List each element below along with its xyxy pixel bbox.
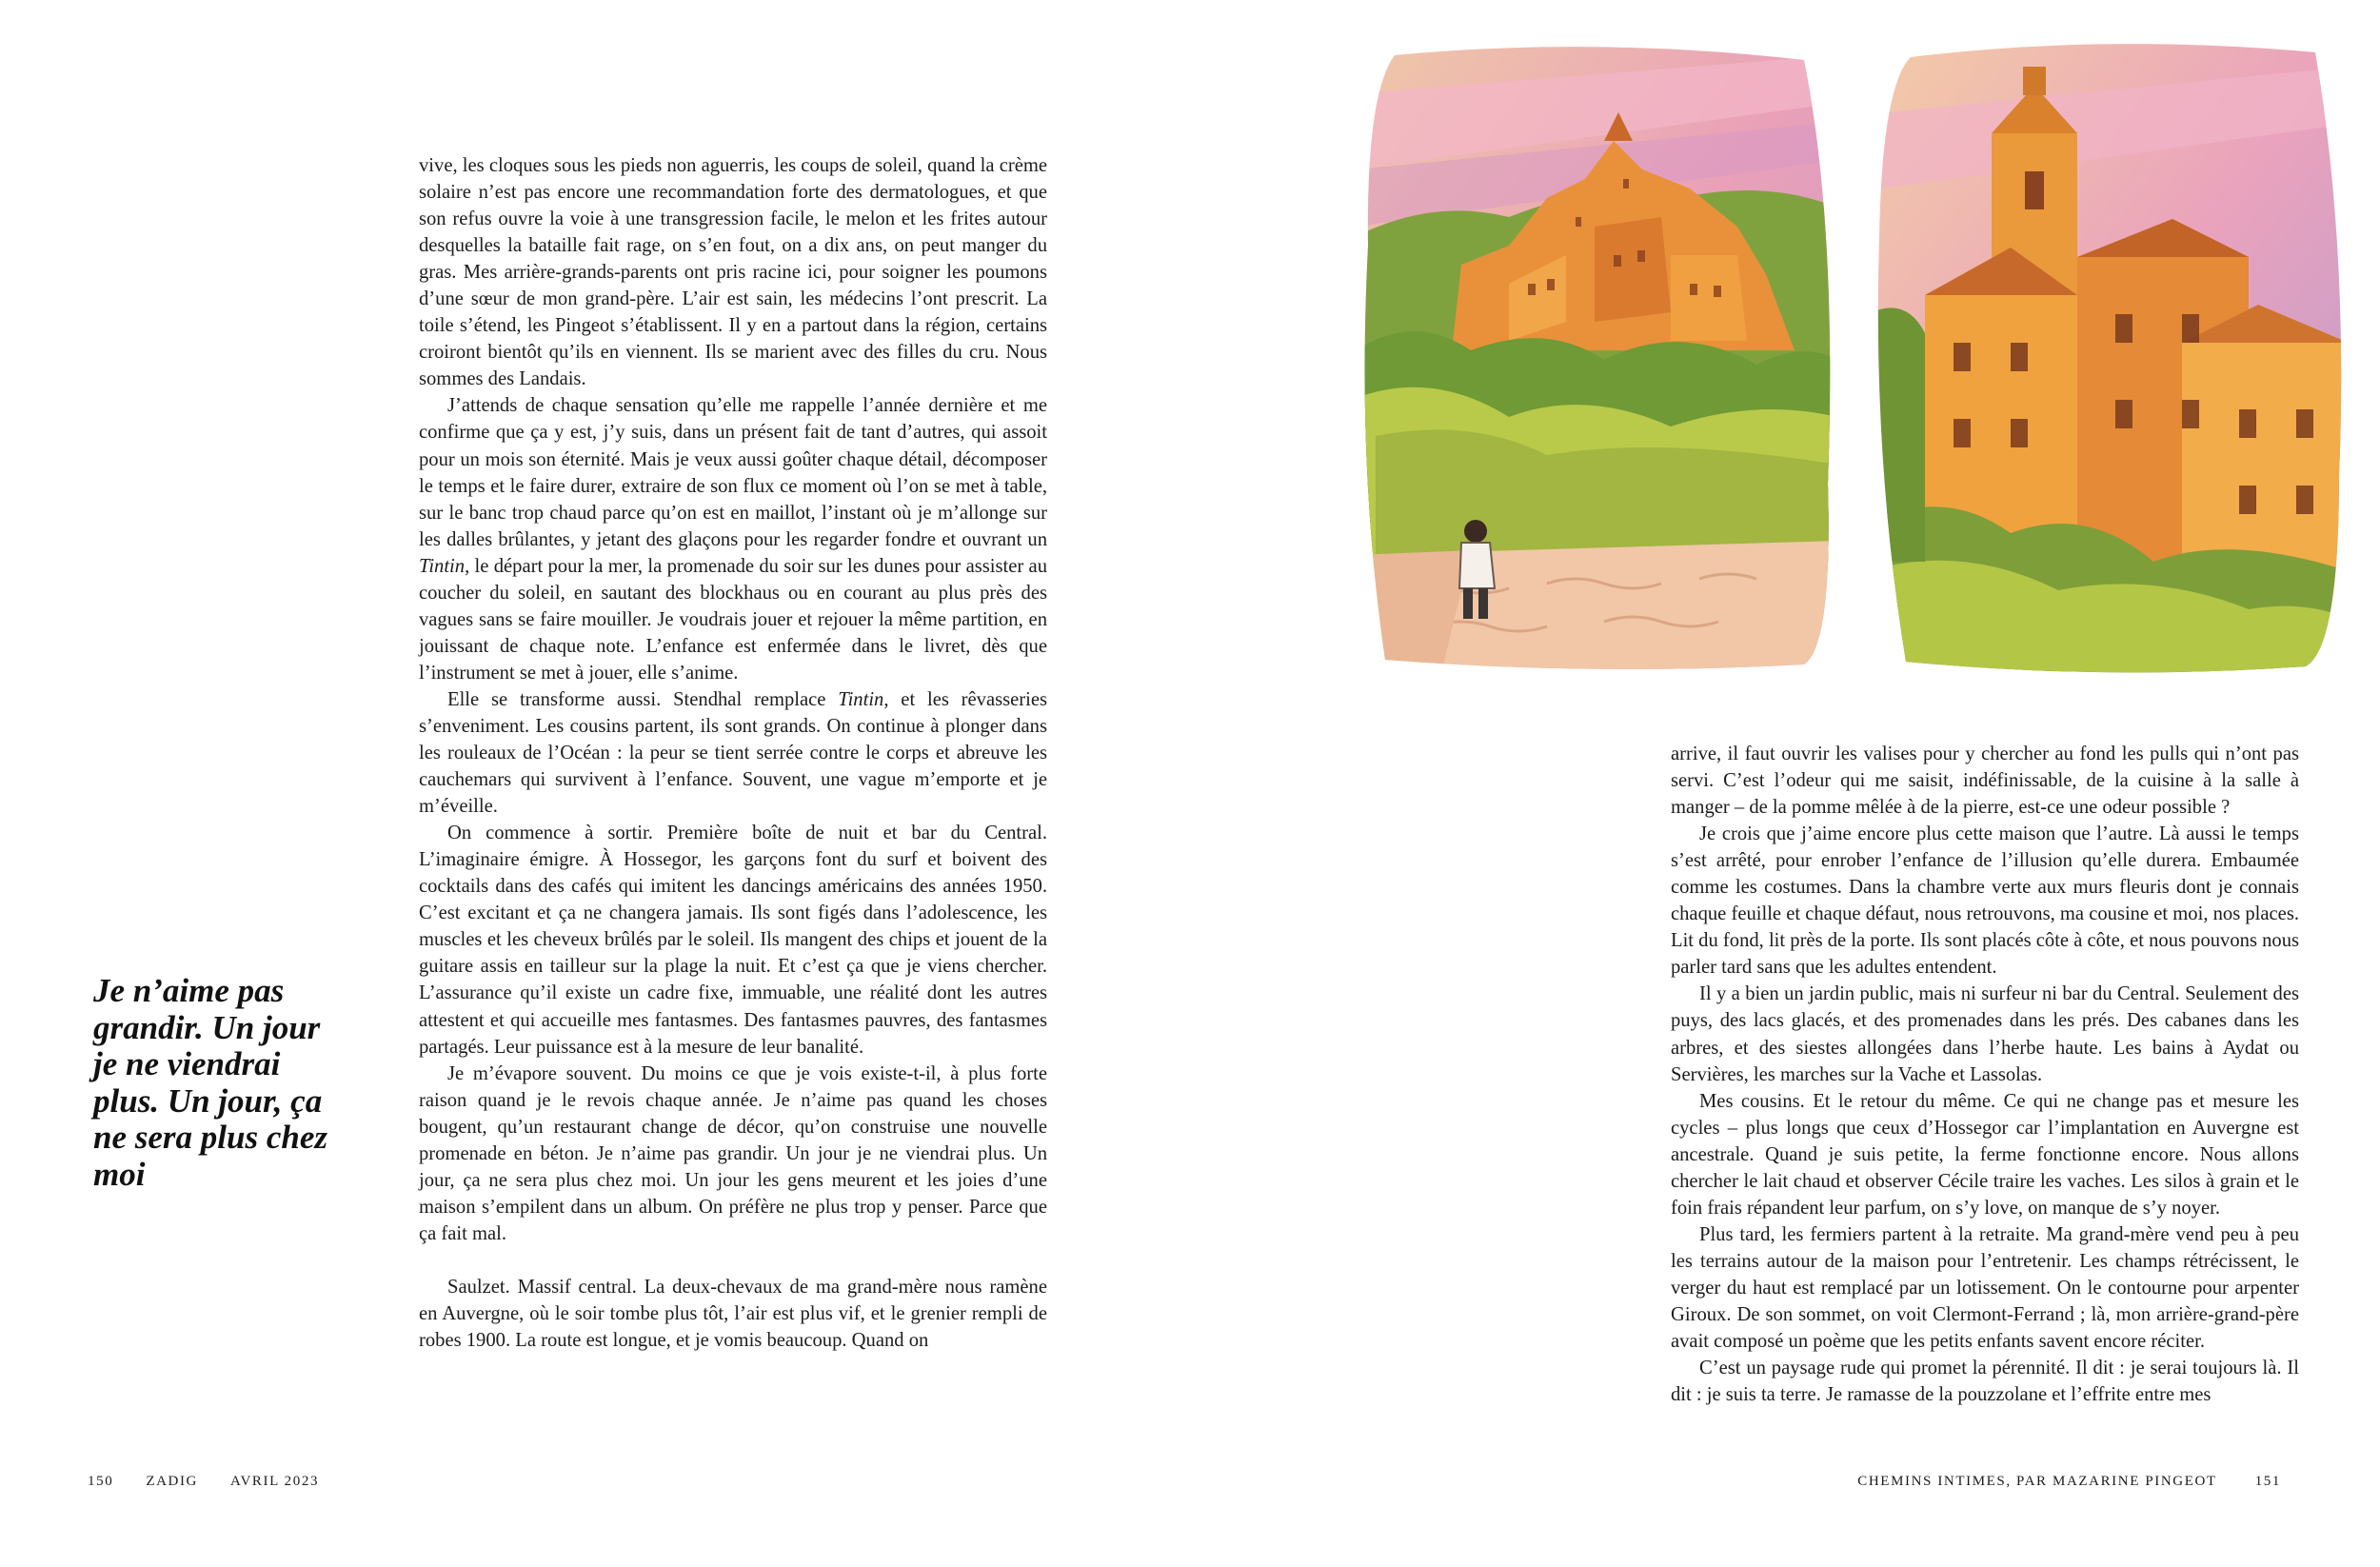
- paragraph: Je crois que j’aime encore plus cette maison que l’autre. Là aussi le temps s’est arrêté, pour enrober l’enfance de l’illusion qu’elle durera. Embaumée comme les costumes. Dans la chambre verte aux murs fleuris dont je connais chaque feuille et chaque défaut, nous retrouvons, ma cousine et moi, nos places. Lit du fond, lit près de la porte. Ils sont placés côte à côte, et nous pouvons nous parler tard sans que les adultes entendent.: [1671, 823, 2300, 979]
- page-number: 151: [2254, 1474, 2281, 1489]
- left-text-column: [419, 152, 1047, 1354]
- paragraph: Saulzet. Massif central. La deux-chevaux de ma grand-mère nous ramène en Auvergne, où le soir tombe plus tôt, l’air est plus vif, et le grenier rempli de robes 1900. La route est longue, et je vomis beaucoup. Quand on: [419, 1276, 1047, 1352]
- magazine-name: ZADIG: [146, 1474, 198, 1489]
- right-folio: [1857, 1474, 2281, 1490]
- paragraph: Il y a bien un jardin public, mais ni surfeur ni bar du Central. Seulement des puys, des lacs glacés, et des promenades dans les prés. Des cabanes dans les arbres, et des siestes allongées dans l’herbe haute. Les bains à Aydat ou Servières, les marches sur la Vache et Lassolas.: [1671, 983, 2299, 1085]
- paragraph: On commence à sortir. Première boîte de nuit et bar du Central. L’imaginaire émigre. À Hossegor, les garçons font du surf et boivent des cocktails dans des cafés qui imitent les dancings américains des années 1950. C’est excitant et ça ne changera jamais. Ils sont figés dans l’adolescence, les muscles et les cheveux brûlés par le soleil. Ils mangent des chips et jouent de la guitare assis en tailleur sur la plage la nuit. Et c’est ça que je viens chercher. L’assurance qu’il existe un cadre fixe, immuable, une réalité dont les autres attestent et qui accueille mes fantasmes. Des fantasmes pauvres, des fantasmes partagés. Leur puissance est à la mesure de leur banalité.: [419, 823, 1047, 1058]
- paragraph: Mes cousins. Et le retour du même. Ce qui ne change pas et mesure les cycles – plus longs que ceux d’Hossegor car l’implantation en Auvergne est ancestrale. Quand je suis petite, la ferme fonctionne encore. Nous allons chercher le lait chaud et observer Cécile traire les vaches. Les silos à grain et le foin frais répandent leur parfum, on s’y love, on manque de s’y noyer.: [1671, 1090, 2299, 1219]
- paragraph: Je m’évapore souvent. Du moins ce que je vois existe-t-il, à plus forte raison quand je le revois chaque année. Je n’aime pas quand les choses bougent, qu’un restaurant change de décor, qu’on construise une nouvelle promenade en béton. Je n’aime pas grandir. Un jour je ne viendrai plus. Un jour, ça ne sera plus chez moi. Un jour les gens meurent et les joies d’une maison s’empilent dans un album. On préfère ne plus trop y penser. Parce que ça fait mal.: [419, 1062, 1047, 1244]
- right-text-column: [1671, 741, 2299, 1408]
- left-folio: [88, 1474, 319, 1490]
- section-break: [419, 1247, 1047, 1274]
- running-head: CHEMINS INTIMES, PAR MAZARINE PINGEOT: [1857, 1474, 2217, 1489]
- issue-date: AVRIL 2023: [229, 1474, 320, 1489]
- paragraph: vive, les cloques sous les pieds non aguerris, les coups de soleil, quand la crème solaire n’est pas encore une recommandation forte des dermatologues, et que son refus ouvre la voie à une transgression facile, le melon et les frites autour desquelles la bataille fait rage, on s’en fout, on a dix ans, on peut manger du gras. Mes arrière-grands-parents ont pris racine ici, pour soigner les poumons d’une sœur de mon grand-père. L’air est sain, les médecins l’ont prescrit. La toile s’étend, les Pingeot s’établissent. Il y en a partout dans la région, certains croiront bientôt qu’ils en viennent. Ils se marient avec des filles du cru. Nous sommes des Landais.: [419, 155, 1047, 390]
- pull-quote: Je n’aime pas grandir. Un jour je ne viendrai plus. Un jour, ça ne sera plus chez moi: [93, 972, 327, 1193]
- paragraph: C’est un paysage rude qui promet la pérennité. Il dit : je serai toujours là. Il dit : je suis ta terre. Je ramasse de la pouzzolane et l’effrite entre mes: [1671, 1358, 2299, 1406]
- bell-tower-village-illustration: [1868, 29, 2349, 676]
- paragraph: arrive, il faut ouvrir les valises pour y chercher au fond les pulls qui n’ont pas servi. C’est l’odeur qui me saisit, indéfinissable, de la cuisine à la salle à manger – de la pomme mêlée à de la pierre, est-ce une odeur possible ?: [1671, 744, 2299, 819]
- paragraph: Plus tard, les fermiers partent à la retraite. Ma grand-mère vend peu à peu les terrains autour de la maison pour l’entretenir. Les champs rétrécissent, le verger du haut est remplacé par un lotissement. On le contourne pour arpenter Giroux. De son sommet, on voit Clermont-Ferrand ; là, mon arrière-grand-père avait composé un poème que les petits enfants savent encore réciter.: [1671, 1223, 2299, 1353]
- paragraph: Elle se transforme aussi. Stendhal remplace Tintin, et les rêvasseries s’enveniment. Les cousins partent, ils sont grands. On continue à plonger dans les rouleaux de l’Océan : la peur se tient serrée contre le corps et abreuve les cauchemars qui survivent à l’enfance. Souvent, une vague m’emporte et je m’éveille.: [419, 688, 1048, 818]
- paragraph: J’attends de chaque sensation qu’elle me rappelle l’année dernière et me confirme que ça y est, j’y suis, dans un présent fait de tant d’autres, qui assoit pour un mois son éternité. Mais je veux aussi goûter chaque détail, décomposer le temps et le faire durer, extraire de son flux ce moment où l’on se met à table, sur le banc trop chaud parce qu’on est en maillot, l’instant où je m’allonge sur les dalles brûlantes, y jetant des glaçons pour les regarder fondre et ouvrant un Tintin, le départ pour la mer, la promenade du soir sur les dunes pour assister au coucher du soleil, en sautant des blockhaus ou en courant au plus près des vagues sans se faire mouiller. Je voudrais jouer et rejouer la même partition, en jouissant de chaque note. L’enfance est enfermée dans le livret, dès que l’instrument se met à jouer, elle s’anime.: [419, 395, 1047, 684]
- hilltop-village-illustration: [1357, 36, 1837, 669]
- page-number: 150: [88, 1474, 114, 1489]
